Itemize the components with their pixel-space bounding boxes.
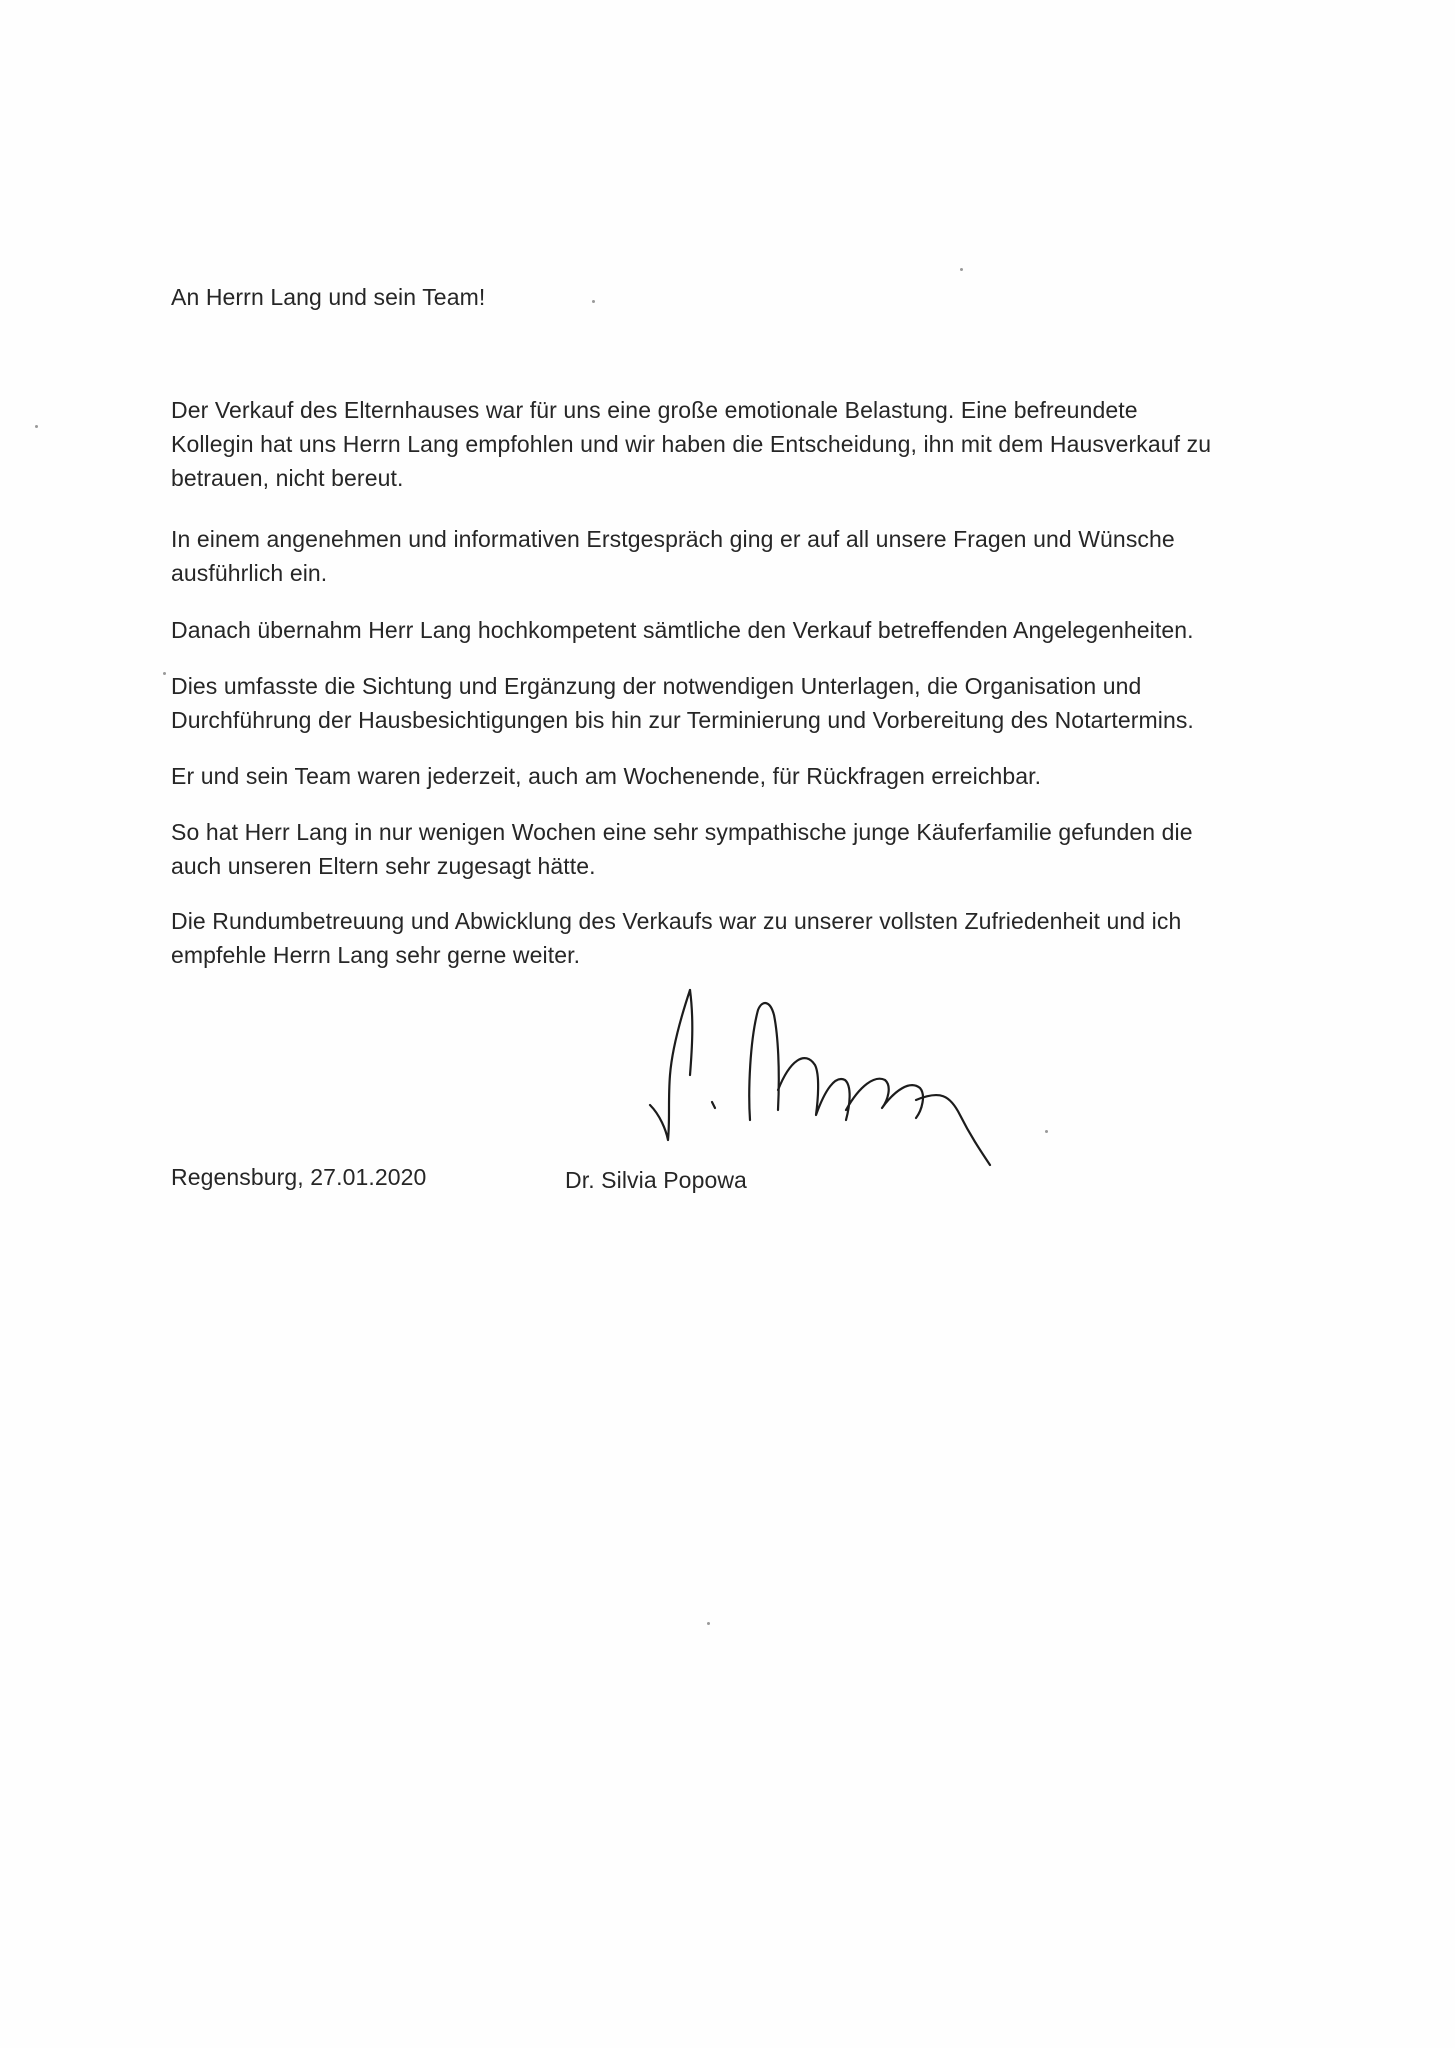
paragraph-1 [171,393,1211,495]
paragraph-7-line-1: Die Rundumbetreuung und Abwicklung des Verkaufs war zu unserer vollsten Zufriedenheit und ich [171,908,1182,934]
paragraph-5 [171,759,1041,793]
scan-speck [592,300,595,303]
paragraph-4-line-1: Dies umfasste die Sichtung und Ergänzung der notwendigen Unterlagen, die Organisation und [171,673,1142,699]
handwritten-signature [620,980,1070,1180]
paragraph-3-line-1: Danach übernahm Herr Lang hochkompetent sämtliche den Verkauf betreffenden Angelegenheiten. [171,617,1194,643]
paragraph-1-line-3: betrauen, nicht bereut. [171,465,404,491]
scan-speck [163,672,166,675]
scan-speck [35,425,38,428]
place-and-date: Regensburg, 27.01.2020 [171,1164,427,1190]
scan-speck [960,268,963,271]
paragraph-6-line-2: auch unseren Eltern sehr zugesagt hätte. [171,853,596,879]
paragraph-3 [171,613,1194,647]
paragraph-6 [171,815,1193,883]
paragraph-5-line-1: Er und sein Team waren jederzeit, auch am Wochenende, für Rückfragen erreichbar. [171,763,1042,789]
paragraph-1-line-2: Kollegin hat uns Herrn Lang empfohlen und wir haben die Entscheidung, ihn mit dem Hausverkauf zu [171,431,1212,457]
scan-speck [1045,1130,1048,1133]
paragraph-4-line-2: Durchführung der Hausbesichtigungen bis hin zur Terminierung und Vorbereitung des Notartermins. [171,707,1194,733]
paragraph-2 [171,522,1175,590]
paragraph-1-line-1: Der Verkauf des Elternhauses war für uns eine große emotionale Belastung. Eine befreundete [171,397,1138,423]
scan-speck [707,1622,710,1625]
salutation: An Herrn Lang und sein Team! [171,284,486,310]
paragraph-7-line-2: empfehle Herrn Lang sehr gerne weiter. [171,942,581,968]
paragraph-2-line-1: In einem angenehmen und informativen Erstgespräch ging er auf all unsere Fragen und Wünsche [171,526,1175,552]
paragraph-4 [171,669,1194,737]
paragraph-7 [171,904,1181,972]
signer-name: Dr. Silvia Popowa [565,1167,747,1193]
paragraph-2-line-2: ausführlich ein. [171,560,328,586]
paragraph-6-line-1: So hat Herr Lang in nur wenigen Wochen eine sehr sympathische junge Käuferfamilie gefunden die [171,819,1193,845]
